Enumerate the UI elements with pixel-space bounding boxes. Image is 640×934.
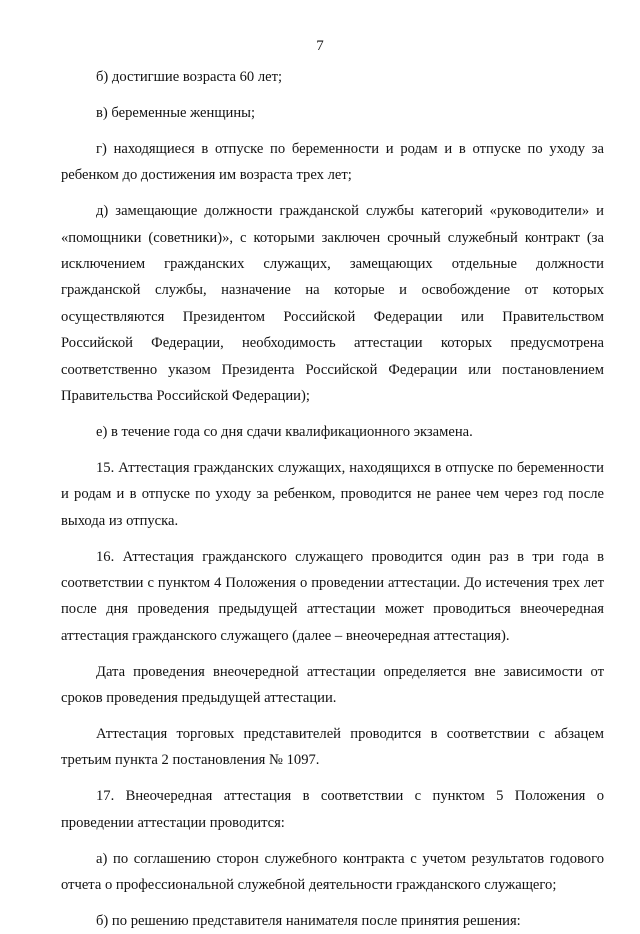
paragraph-clause-17: 17. Внеочередная аттестация в соответствии с пунктом 5 Положения о проведении аттестации проводится: <box>61 788 604 831</box>
paragraph-item-g-maternity-leave: г) находящиеся в отпуске по беременности и родам и в отпуске по уходу за ребенком до достижения им возраста трех лет; <box>61 140 604 184</box>
paragraph-extraordinary-date: Дата проведения внеочередной аттестации определяется вне зависимости от сроков проведения предыдущей аттестации. <box>61 663 604 707</box>
paragraph-item-b-decision: б) по решению представителя нанимателя после принятия решения: <box>96 912 521 929</box>
paragraph-item-b-age: б) достигшие возраста 60 лет; <box>96 69 283 85</box>
paragraph-trade-representatives: Аттестация торговых представителей проводится в соответствии с абзацем третьим пункта 2 постановления № 1097. <box>61 725 604 769</box>
paragraph-item-v-pregnant: в) беременные женщины; <box>96 104 256 121</box>
paragraph-clause-16: 16. Аттестация гражданского служащего проводится один раз в три года в соответствии с пунктом 4 Положения о проведении аттестации. До истечения трех лет после дня проведения предыдущей аттестации может проводиться внеочередная аттестация гражданского служащего (далее – внеочередная аттестация). <box>61 548 604 644</box>
paragraph-item-e-qualification-exam: е) в течение года со дня сдачи квалификационного экзамена. <box>96 423 473 440</box>
paragraph-item-d-positions: д) замещающие должности гражданской службы категорий «руководители» и «помощники (советники)», с которыми заключен срочный служебный контракт (за исключением гражданских служащих, замещающих отдельные должности гражданской службы, назначение на которые и освобождение от которых осуществляются Президентом Российской Федерации или Правительством Российской Федерации, необходимость аттестации которых предусмотрена соответственно указом Президента Российской Федерации или постановлением Правительства Российской Федерации); <box>61 203 604 404</box>
paragraph-item-a-agreement: а) по соглашению сторон служебного контракта с учетом результатов годового отчета о профессиональной служебной деятельности гражданского служащего; <box>61 850 604 893</box>
page-number: 7 <box>316 38 324 54</box>
document-body <box>61 64 604 934</box>
paragraph-clause-15: 15. Аттестация гражданских служащих, находящихся в отпуске по беременности и родам и в отпуске по уходу за ребенком, проводится не ранее чем через год после выхода из отпуска. <box>61 459 604 529</box>
